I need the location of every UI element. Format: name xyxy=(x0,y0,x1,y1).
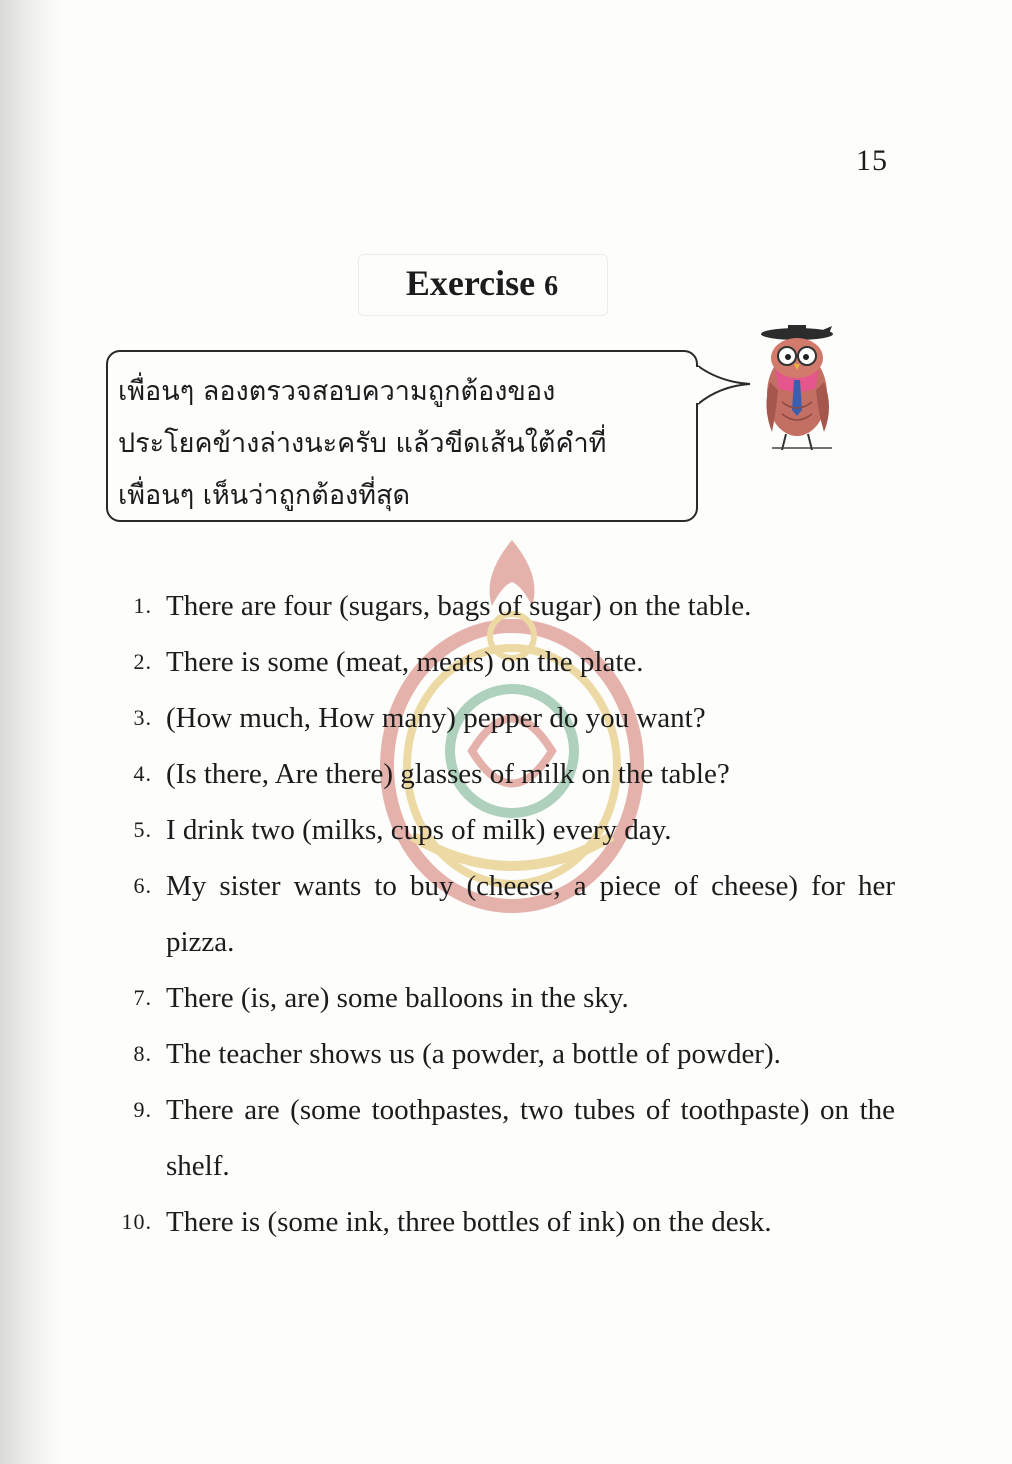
speech-bubble-tail xyxy=(690,360,756,420)
item-text: My sister wants to buy (cheese, a piece of cheese) for her pizza. xyxy=(166,870,895,958)
item-text: There are four (sugars, bags of sugar) on the table. xyxy=(166,590,752,622)
item-text: (How much, How many) pepper do you want? xyxy=(166,702,706,734)
instruction-text xyxy=(118,366,698,522)
list-item xyxy=(100,1082,895,1194)
exercise-list xyxy=(100,578,895,1250)
list-item xyxy=(100,802,895,858)
item-text: There is (some ink, three bottles of ink) on the desk. xyxy=(166,1206,772,1238)
item-text: The teacher shows us (a powder, a bottle of powder). xyxy=(166,1038,781,1070)
item-number: 9. xyxy=(133,1097,152,1122)
item-text: There (is, are) some balloons in the sky. xyxy=(166,982,629,1014)
item-number: 7. xyxy=(133,985,152,1010)
instruction-line: ประโยคข้างล่างนะครับ แล้วขีดเส้นใต้คำที่ xyxy=(118,428,607,459)
list-item xyxy=(100,578,895,634)
item-number: 5. xyxy=(133,817,152,842)
instruction-line: เพื่อนๆ เห็นว่าถูกต้องที่สุด xyxy=(118,480,411,511)
list-item xyxy=(100,690,895,746)
item-text: There are (some toothpastes, two tubes of toothpaste) on the shelf. xyxy=(166,1094,895,1182)
item-number: 3. xyxy=(133,705,152,730)
item-number: 4. xyxy=(133,761,152,786)
exercise-title xyxy=(358,262,606,304)
item-number: 8. xyxy=(133,1041,152,1066)
page-gutter-shadow xyxy=(0,0,60,1464)
list-item xyxy=(100,1026,895,1082)
item-number: 6. xyxy=(133,873,152,898)
list-item xyxy=(100,634,895,690)
item-text: There is some (meat, meats) on the plate. xyxy=(166,646,644,678)
item-text: I drink two (milks, cups of milk) every day. xyxy=(166,814,672,846)
owl-illustration xyxy=(752,322,842,458)
list-item xyxy=(100,858,895,970)
item-number: 2. xyxy=(133,649,152,674)
item-number: 10. xyxy=(121,1209,152,1234)
list-item xyxy=(100,1194,895,1250)
item-number: 1. xyxy=(133,593,152,618)
exercise-title-number: 6 xyxy=(544,271,559,302)
list-item xyxy=(100,746,895,802)
item-text: (Is there, Are there) glasses of milk on the table? xyxy=(166,758,730,790)
list-item xyxy=(100,970,895,1026)
page-number: 15 xyxy=(856,144,888,177)
instruction-line: เพื่อนๆ ลองตรวจสอบความถูกต้องของ xyxy=(118,376,556,407)
exercise-title-word: Exercise xyxy=(405,263,536,303)
